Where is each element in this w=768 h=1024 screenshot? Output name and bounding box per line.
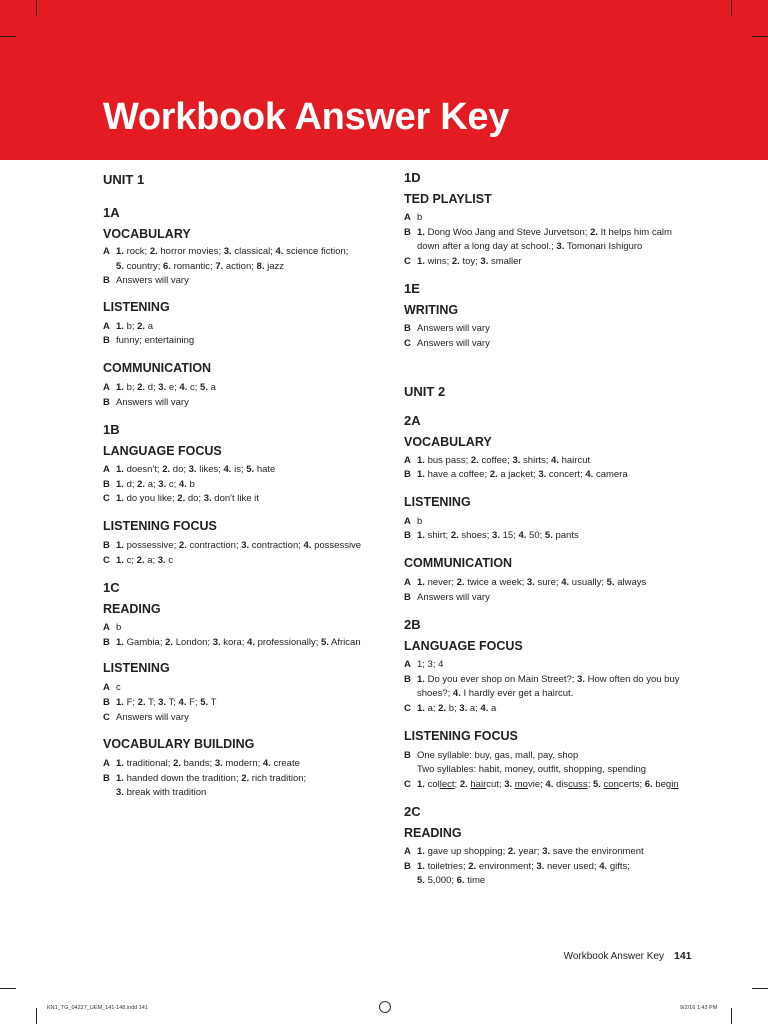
answer-line: B One syllable: buy, gas, mall, pay, shop Two syllables: habit, money, outfit, shopping, spending — [404, 749, 647, 776]
answer-line: C Answers will vary — [103, 711, 189, 723]
section-code: 1C — [103, 580, 120, 596]
section-heading: VOCABULARY — [404, 434, 492, 449]
answer-line: B Answers will vary — [404, 323, 490, 335]
answer-line: A b — [404, 212, 423, 223]
answer-line: A b — [404, 515, 423, 527]
section-heading: COMMUNICATION — [103, 360, 212, 375]
section-heading: VOCABULARY — [103, 227, 191, 241]
section-code: 2A — [404, 412, 421, 428]
answer-line: B 1. Dong Woo Jang and Steve Jurvetson; 2. It helps him calm down after a long day at school.; 3. Tomonari Ishiguro — [404, 226, 672, 253]
page-title: Workbook Answer Key — [103, 96, 510, 138]
answer-line: A 1. b; 2. d; 3. e; 4. c; 5. a — [103, 381, 216, 393]
section-heading: LANGUAGE FOCUS — [404, 639, 523, 654]
section-heading: COMMUNICATION — [404, 555, 513, 570]
answer-line: A 1. bus pass; 2. coffee; 3. shirts; 4. haircut — [404, 454, 591, 466]
slug-filename: KN1_TG_04227_UEM_141-148.indd 141 — [47, 1005, 148, 1011]
section-heading: LANGUAGE FOCUS — [103, 444, 222, 459]
crop-mark — [752, 36, 768, 37]
answer-line: B Answers will vary — [103, 396, 189, 408]
section-heading: LISTENING FOCUS — [103, 518, 217, 533]
answer-line: A 1. b; 2. a — [103, 320, 154, 332]
slug-date: 9/2/16 1:43 PM — [680, 1005, 718, 1011]
crop-mark — [0, 36, 16, 37]
section-heading: READING — [404, 826, 462, 841]
answer-line: A b — [103, 622, 122, 634]
section-heading: LISTENING — [103, 661, 170, 676]
section-code: 1A — [103, 205, 120, 220]
section-heading: READING — [103, 602, 161, 617]
section-code: 1D — [404, 170, 421, 185]
crop-mark — [36, 1008, 37, 1024]
crop-mark — [36, 0, 37, 16]
answer-line: C 1. a; 2. b; 3. a; 4. a — [404, 702, 497, 714]
answer-line: B 1. shirt; 2. shoes; 3. 15; 4. 50; 5. pants — [404, 530, 579, 542]
crop-mark — [731, 0, 732, 16]
unit-heading: UNIT 1 — [103, 172, 145, 187]
answer-line: A 1. doesn't; 2. do; 3. likes; 4. is; 5. hate — [103, 464, 276, 476]
crop-mark — [752, 988, 768, 989]
answer-line: C 1. collect; 2. haircut; 3. movie; 4. discuss; 5. concerts; 6. begin — [404, 778, 679, 790]
answer-line: B 1. Gambia; 2. London; 3. kora; 4. professionally; 5. African — [103, 636, 361, 648]
answer-line: B 1. Do you ever shop on Main Street?; 3. How often do you buy shoes?; 4. I hardly ever get a haircut. — [404, 673, 680, 700]
page-number: 141 — [674, 950, 692, 962]
answer-line: B 1. have a coffee; 2. a jacket; 3. concert; 4. camera — [404, 469, 628, 481]
answer-line: B Answers will vary — [404, 591, 490, 603]
answer-line: C 1. wins; 2. toy; 3. smaller — [404, 255, 522, 267]
section-heading: VOCABULARY BUILDING — [103, 737, 255, 752]
section-code: 2C — [404, 804, 421, 820]
answer-line: B funny; entertaining — [103, 335, 195, 347]
right-column — [404, 168, 704, 889]
section-heading: LISTENING — [103, 299, 170, 314]
registration-mark-icon — [379, 1001, 391, 1013]
answer-line: A 1; 3; 4 — [404, 659, 444, 671]
section-heading: WRITING — [404, 303, 459, 318]
answer-line: A c — [103, 682, 121, 694]
footer-title: Workbook Answer Key — [563, 951, 664, 962]
section-heading: LISTENING FOCUS — [404, 728, 518, 743]
answer-line: C 1. do you like; 2. do; 3. don't like it — [103, 493, 259, 505]
answer-line: B 1. handed down the tradition; 2. rich tradition; 3. break with tradition — [103, 772, 307, 799]
answer-line: A 1. rock; 2. horror movies; 3. classical; 4. science fiction; 5. country; 6. romantic; 7. action; 8. jazz — [103, 246, 349, 272]
answer-line: B 1. possessive; 2. contraction; 3. contraction; 4. possessive — [103, 539, 362, 551]
crop-mark — [0, 988, 16, 989]
answer-line: B 1. d; 2. a; 3. c; 4. b — [103, 478, 195, 490]
answer-line: C 1. c; 2. a; 3. c — [103, 554, 174, 566]
section-heading: LISTENING — [404, 494, 471, 509]
left-column — [103, 168, 373, 801]
section-code: 1E — [404, 281, 420, 297]
answer-line: B 1. F; 2. T; 3. T; 4. F; 5. T — [103, 696, 217, 708]
unit-heading: UNIT 2 — [404, 383, 446, 399]
answer-line: A 1. gave up shopping; 2. year; 3. save the environment — [404, 846, 644, 858]
section-code: 2B — [404, 617, 421, 633]
answer-line: A 1. traditional; 2. bands; 3. modern; 4. create — [103, 758, 300, 770]
crop-mark — [731, 1008, 732, 1024]
answer-line: B 1. toiletries; 2. environment; 3. never used; 4. gifts; 5. 5,000; 6. time — [404, 860, 630, 887]
answer-line: C Answers will vary — [404, 337, 490, 349]
section-heading: TED PLAYLIST — [404, 192, 492, 206]
answer-line: B Answers will vary — [103, 275, 189, 287]
section-code: 1B — [103, 422, 120, 438]
answer-line: A 1. never; 2. twice a week; 3. sure; 4. usually; 5. always — [404, 576, 647, 588]
